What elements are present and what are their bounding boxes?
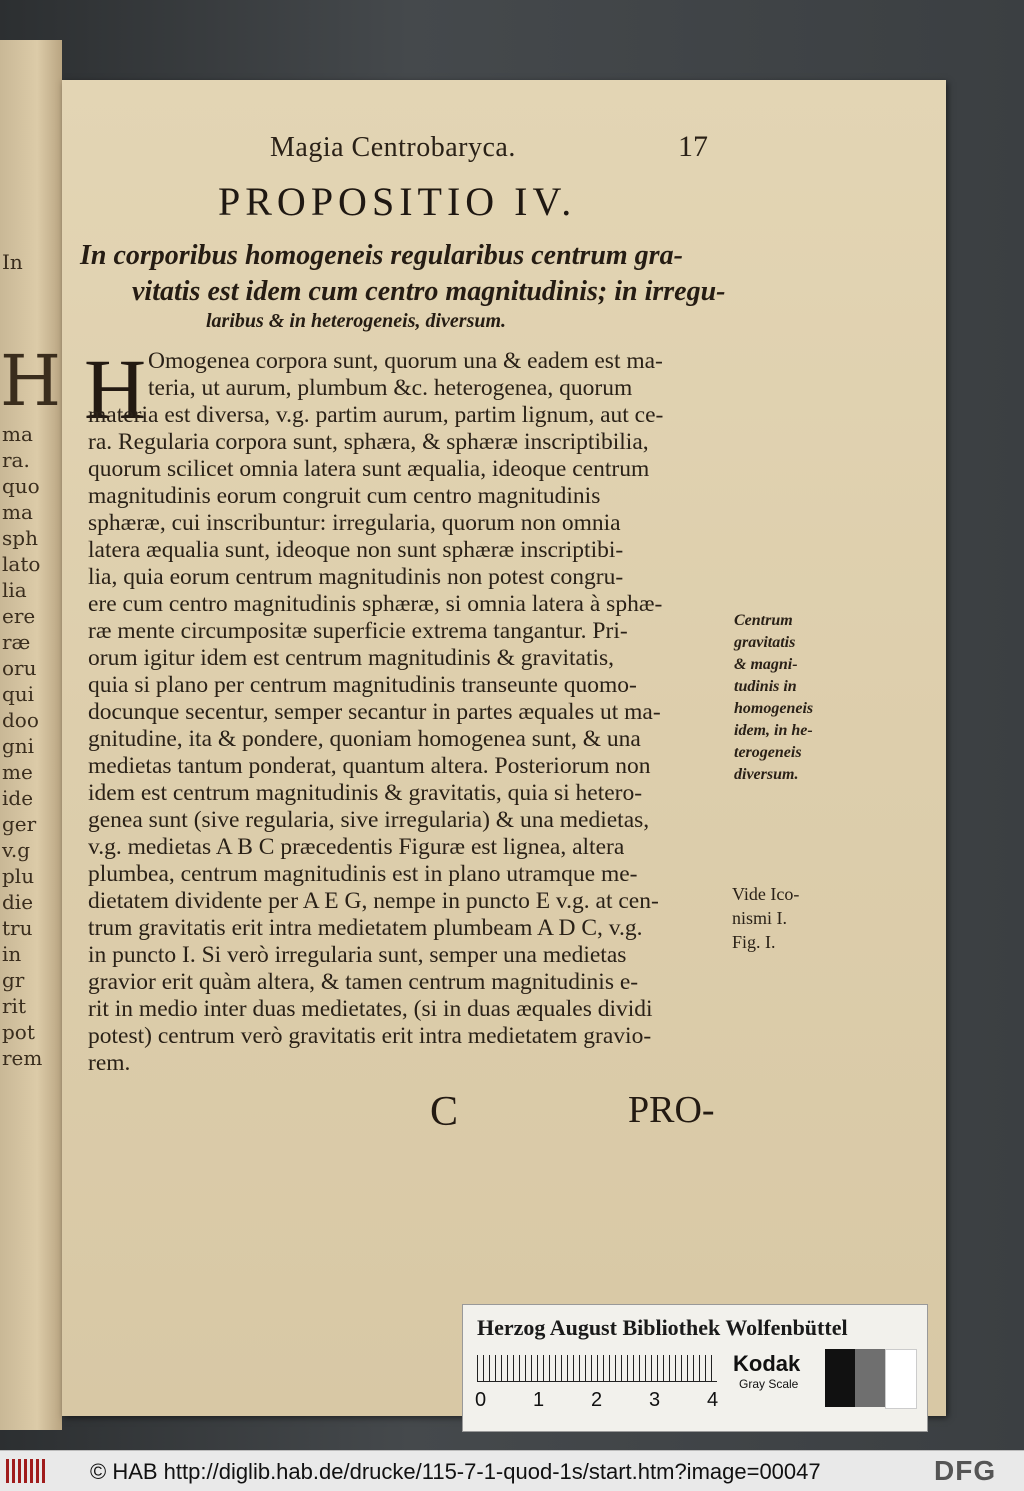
body-line: lia, quia eorum centrum magnitudinis non potest congru- bbox=[88, 564, 624, 590]
left-fragment: ra. bbox=[2, 448, 30, 472]
body-line: quorum scilicet omnia latera sunt æqualia, ideoque centrum bbox=[88, 456, 650, 482]
running-title: Magia Centrobaryca. bbox=[270, 132, 516, 163]
left-fragment: me bbox=[2, 760, 33, 784]
gray-swatch-mid bbox=[855, 1349, 885, 1407]
margin-note-line: homogeneis bbox=[734, 700, 814, 717]
ruler-number: 1 bbox=[533, 1389, 545, 1411]
left-fragment: sph bbox=[2, 526, 38, 550]
body-line: idem est centrum magnitudinis & gravitatis, quia si hetero- bbox=[88, 780, 643, 806]
body-line: medietas tantum ponderat, quantum altera. Posteriorum non bbox=[88, 753, 651, 779]
catchword: PRO- bbox=[628, 1089, 715, 1131]
left-fragment: ræ bbox=[2, 630, 31, 654]
left-fragment: pot bbox=[2, 1020, 35, 1044]
body-line: dietatem dividente per A E G, nempe in puncto E v.g. at cen- bbox=[88, 888, 659, 914]
enunciation-line: vitatis est idem cum centro magnitudinis; in irregu- bbox=[132, 276, 726, 307]
body-line: ra. Regularia corpora sunt, sphæra, & sphæræ inscriptibilia, bbox=[88, 429, 649, 455]
left-fragment: plu bbox=[2, 864, 35, 888]
body-line: plumbea, centrum magnitudinis est in plano utramque me- bbox=[88, 861, 638, 887]
ruler-number: 2 bbox=[591, 1389, 603, 1411]
body-line: gnitudine, ita & pondere, quoniam homogenea sunt, & una bbox=[88, 726, 641, 752]
left-facing-page-strip bbox=[0, 40, 62, 1430]
signature-mark: C bbox=[430, 1089, 459, 1135]
margin-note-line: gravitatis bbox=[734, 634, 796, 651]
body-line: teria, ut aurum, plumbum &c. heterogenea, quorum bbox=[148, 375, 633, 401]
copyright-url[interactable]: © HAB http://diglib.hab.de/drucke/115-7-1-quod-1s/start.htm?image=00047 bbox=[90, 1459, 821, 1484]
left-fragment: rem bbox=[2, 1046, 43, 1070]
left-fragment: In bbox=[2, 250, 23, 274]
left-fragment: in bbox=[2, 942, 22, 966]
margin-reference-line: nismi I. bbox=[732, 908, 788, 928]
left-fragment: doo bbox=[2, 708, 39, 732]
body-line: rem. bbox=[88, 1050, 131, 1076]
gray-swatch-white bbox=[885, 1349, 917, 1409]
body-line: docunque secentur, semper secantur in partes æquales ut ma- bbox=[88, 699, 661, 725]
left-fragment: ma bbox=[2, 422, 33, 446]
margin-note-line: & magni- bbox=[734, 656, 798, 673]
left-fragment: lato bbox=[2, 552, 41, 576]
body-line: quia si plano per centrum magnitudinis transeunte quomo- bbox=[88, 672, 637, 698]
body-line: orum igitur idem est centrum magnitudinis & gravitatis, bbox=[88, 645, 615, 671]
color-calibration-card bbox=[462, 1304, 928, 1432]
margin-note-line: Centrum bbox=[734, 612, 793, 629]
left-fragment: rit bbox=[2, 994, 26, 1018]
enunciation-line: laribus & in heterogeneis, diversum. bbox=[206, 310, 507, 332]
left-fragment: gni bbox=[2, 734, 35, 758]
enunciation-line: In corporibus homogeneis regularibus centrum gra- bbox=[80, 240, 683, 271]
margin-reference-line: Vide Ico- bbox=[732, 884, 800, 904]
body-line: trum gravitatis erit intra medietatem plumbeam A D C, v.g. bbox=[88, 915, 643, 941]
left-fragment: lia bbox=[2, 578, 27, 602]
gray-swatch-black bbox=[825, 1349, 855, 1407]
hab-logo-icon bbox=[6, 1459, 48, 1483]
body-line: ere cum centro magnitudinis sphæræ, si omnia latera à sphæ- bbox=[88, 591, 663, 617]
body-line: genea sunt (sive regularia, sive irregularia) & una medietas, bbox=[88, 807, 650, 833]
body-line: rit in medio inter duas medietates, (si in duas æquales dividi bbox=[88, 996, 653, 1022]
margin-note-line: terogeneis bbox=[734, 744, 802, 761]
proposition-heading: PROPOSITIO IV. bbox=[218, 179, 577, 224]
body-line: magnitudinis eorum congruit cum centro magnitudinis bbox=[88, 483, 601, 509]
ruler-number: 3 bbox=[649, 1389, 661, 1411]
left-fragment: quo bbox=[2, 474, 40, 498]
left-fragment: ide bbox=[2, 786, 34, 810]
left-fragment: qui bbox=[2, 682, 35, 706]
left-fragment: ere bbox=[2, 604, 36, 628]
scale-ruler bbox=[477, 1355, 717, 1382]
dfg-logo: DFG bbox=[934, 1455, 997, 1486]
library-name: Herzog August Bibliothek Wolfenbüttel bbox=[477, 1315, 848, 1340]
ruler-number: 0 bbox=[475, 1389, 487, 1411]
body-line: gravior erit quàm altera, & tamen centrum magnitudinis e- bbox=[88, 969, 639, 995]
left-fragment: v.g bbox=[2, 838, 31, 862]
drop-cap: H bbox=[84, 341, 147, 437]
left-fragment: die bbox=[2, 890, 34, 914]
left-fragment: oru bbox=[2, 656, 37, 680]
body-line: v.g. medietas A B C præcedentis Figuræ est lignea, altera bbox=[88, 834, 625, 860]
kodak-logo: Kodak bbox=[733, 1351, 801, 1376]
margin-reference-line: Fig. I. bbox=[732, 932, 776, 952]
ruler-number: 4 bbox=[707, 1389, 719, 1411]
left-fragment: ger bbox=[2, 812, 37, 836]
body-line: ræ mente circumpositæ superficie extrema tangantur. Pri- bbox=[88, 618, 628, 644]
body-line: Omogenea corpora sunt, quorum una & eadem est ma- bbox=[148, 348, 663, 374]
gray-scale-label: Gray Scale bbox=[739, 1377, 799, 1391]
left-fragment: gr bbox=[2, 968, 25, 992]
left-fragment: H bbox=[0, 340, 62, 422]
body-line: potest) centrum verò gravitatis erit intra medietatem gravio- bbox=[88, 1023, 652, 1049]
margin-note-line: diversum. bbox=[734, 766, 799, 783]
page-number: 17 bbox=[678, 130, 708, 163]
footer-bar bbox=[0, 1450, 1024, 1491]
body-line: materia est diversa, v.g. partim aurum, partim lignum, aut ce- bbox=[88, 402, 664, 428]
left-fragment: tru bbox=[2, 916, 33, 940]
body-line: in puncto I. Si verò irregularia sunt, semper una medietas bbox=[88, 942, 627, 968]
body-line: sphæræ, cui inscribuntur: irregularia, quorum non omnia bbox=[88, 510, 621, 536]
body-line: latera æqualia sunt, ideoque non sunt sphæræ inscriptibi- bbox=[88, 537, 624, 563]
left-fragment: ma bbox=[2, 500, 33, 524]
margin-note-line: idem, in he- bbox=[734, 722, 813, 739]
margin-note-line: tudinis in bbox=[734, 678, 797, 695]
